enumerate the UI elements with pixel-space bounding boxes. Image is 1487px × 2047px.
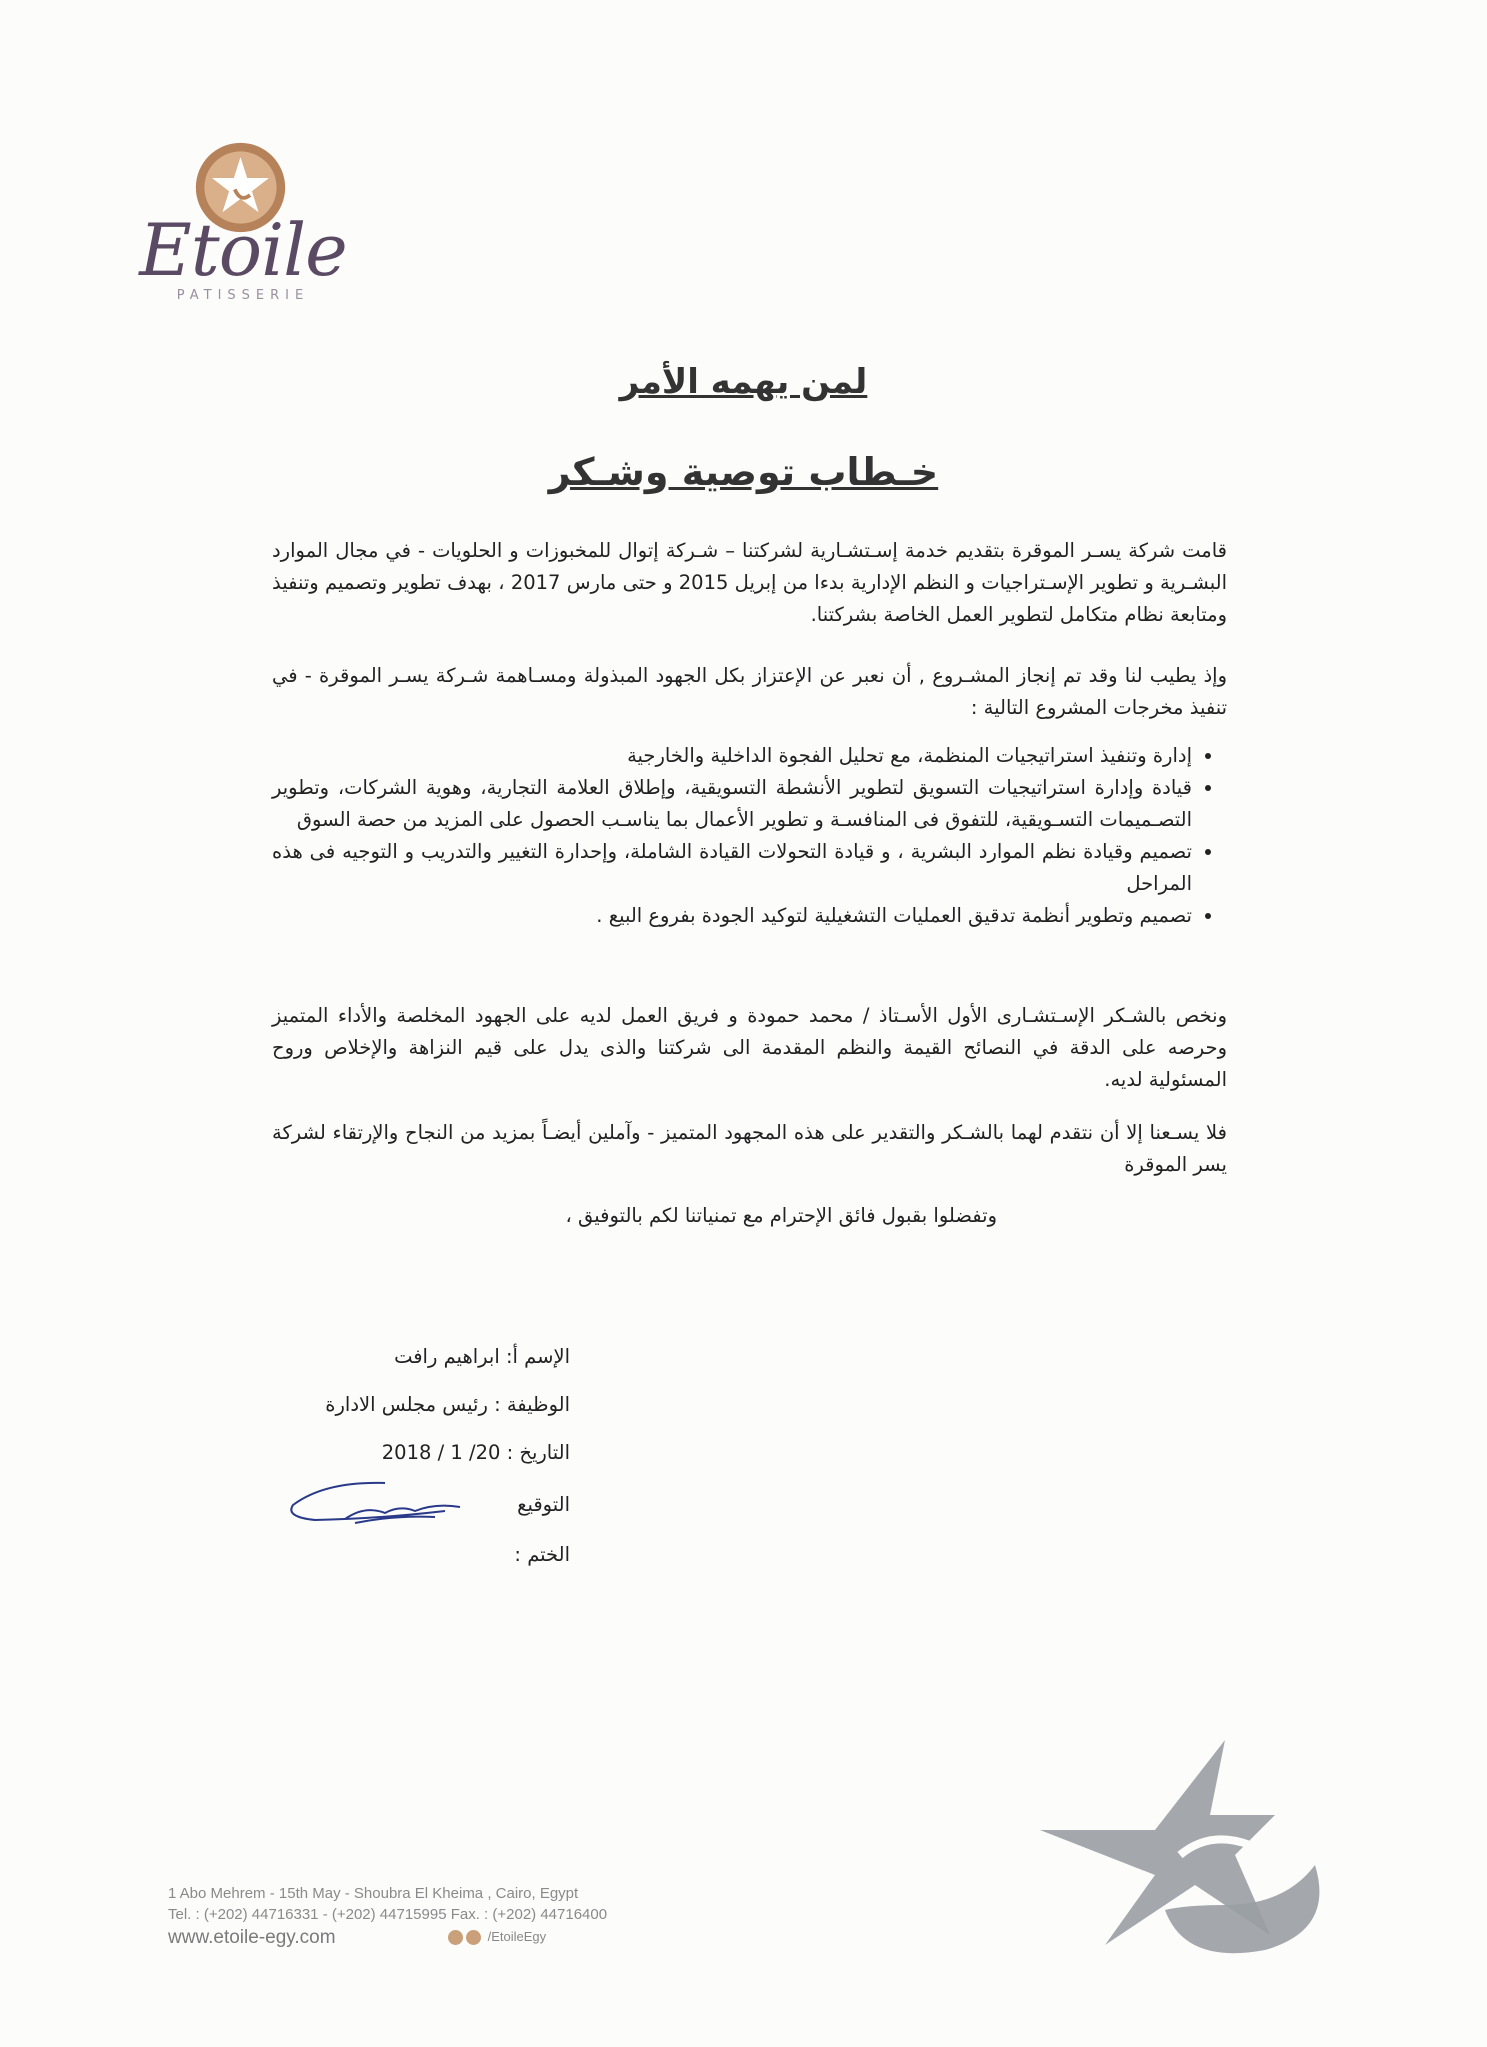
signer-job: الوظيفة : رئيس مجلس الادارة [325,1393,570,1416]
footer-website[interactable]: www.etoile-egy.com [168,1927,336,1948]
logo-wordmark: Etoile [139,208,347,292]
paragraph-project: وإذ يطيب لنا وقد تم إنجاز المشـروع , أن نعبر عن الإعتزاز بكل الجهود المبذولة ومسـاهمة شـركة يسـر الموقرة - في تنفيذ مخرجات المشروع التالية : [272,664,1227,719]
paragraph-thanks: ونخص بالشـكر الإسـتشـارى الأول الأسـتاذ / محمد حمودة و فريق العمل لديه على الجهود المخلصة والأداء المتميز وحرصه على الدقة في النصائح القيمة والنظم المقدمة الى شركتنا والذى يدل على قيم النزاهة والإخلاص وروح المسئولية لديه. [272,1004,1227,1091]
letter-title: خـطاب توصية وشـكر [548,450,939,494]
facebook-icon [448,1930,463,1945]
handwritten-signature [285,1475,485,1555]
list-item: • تصميم وقيادة نظم الموارد البشرية ، و قيادة التحولات القيادة الشاملة، وإحدارة التغيير والتدريب و التوجيه فى هذه المراحل [272,836,1192,900]
paragraph-wishes: فلا يسـعنا إلا أن نتقدم لهما بالشـكر والتقدير على هذه المجهود المتميز - وآملين أيضـاً بمزيد من النجاح والإرتقاء لشركة يسر الموقرة [272,1121,1227,1176]
footer-social [448,1929,546,1945]
watermark-star [1035,1735,1355,1970]
list-item: • قيادة وإدارة استراتيجيات التسويق لتطوير الأنشطة التسويقية، وإطلاق العلامة التجارية، وهوية الشركات، وتطوير التصـميمات التسـويقية، للتفوق فى المنافسـة و تطوير الأعمال بما يناسـب الحصول على المزيد من حصة السوق [272,772,1192,836]
instagram-icon [466,1930,481,1945]
company-logo [138,140,348,310]
paragraph-intro: قامت شركة يسـر الموقرة بتقديم خدمة إسـتشـارية لشركتنا – شـركة إتوال للمخبوزات و الحلويات - في مجال الموارد البشـرية و تطوير الإسـتراجيات و النظم الإدارية بدءا من إبريل 2015 و حتى مارس 2017 ، بهدف تطوير وتصميم وتنفيذ ومتابعة نظام متكامل لتطوير العمل الخاصة بشركتنا. [272,539,1228,626]
deliverables-list [272,740,1224,932]
list-item: • تصميم وتطوير أنظمة تدقيق العمليات التشغيلية لتوكيد الجودة بفروع البيع . [272,900,1192,932]
footer-phones: Tel. : (+202) 44716331 - (+202) 44715995 Fax. : (+202) 44716400 [168,1906,608,1923]
letter-addressee: لمن يهمه الأمر [619,362,868,402]
signer-name: الإسم أ: ابراهيم رافت [394,1345,570,1368]
closing-line: وتفضلوا بقبول فائق الإحترام مع تمنياتنا لكم بالتوفيق ، [565,1204,997,1227]
social-handle: /EtoileEgy [487,1929,547,1944]
footer-address: 1 Abo Mehrem - 15th May - Shoubra El Kheima , Cairo, Egypt [168,1885,579,1902]
signature-label: التوقيع [517,1493,570,1516]
stamp-label: الختم : [514,1543,570,1566]
letter-date: التاريخ : 20/ 1 / 2018 [381,1441,570,1464]
list-item: • إدارة وتنفيذ استراتيجيات المنظمة، مع تحليل الفجوة الداخلية والخارجية [272,740,1192,772]
logo-subtitle: PATISSERIE [176,288,310,303]
